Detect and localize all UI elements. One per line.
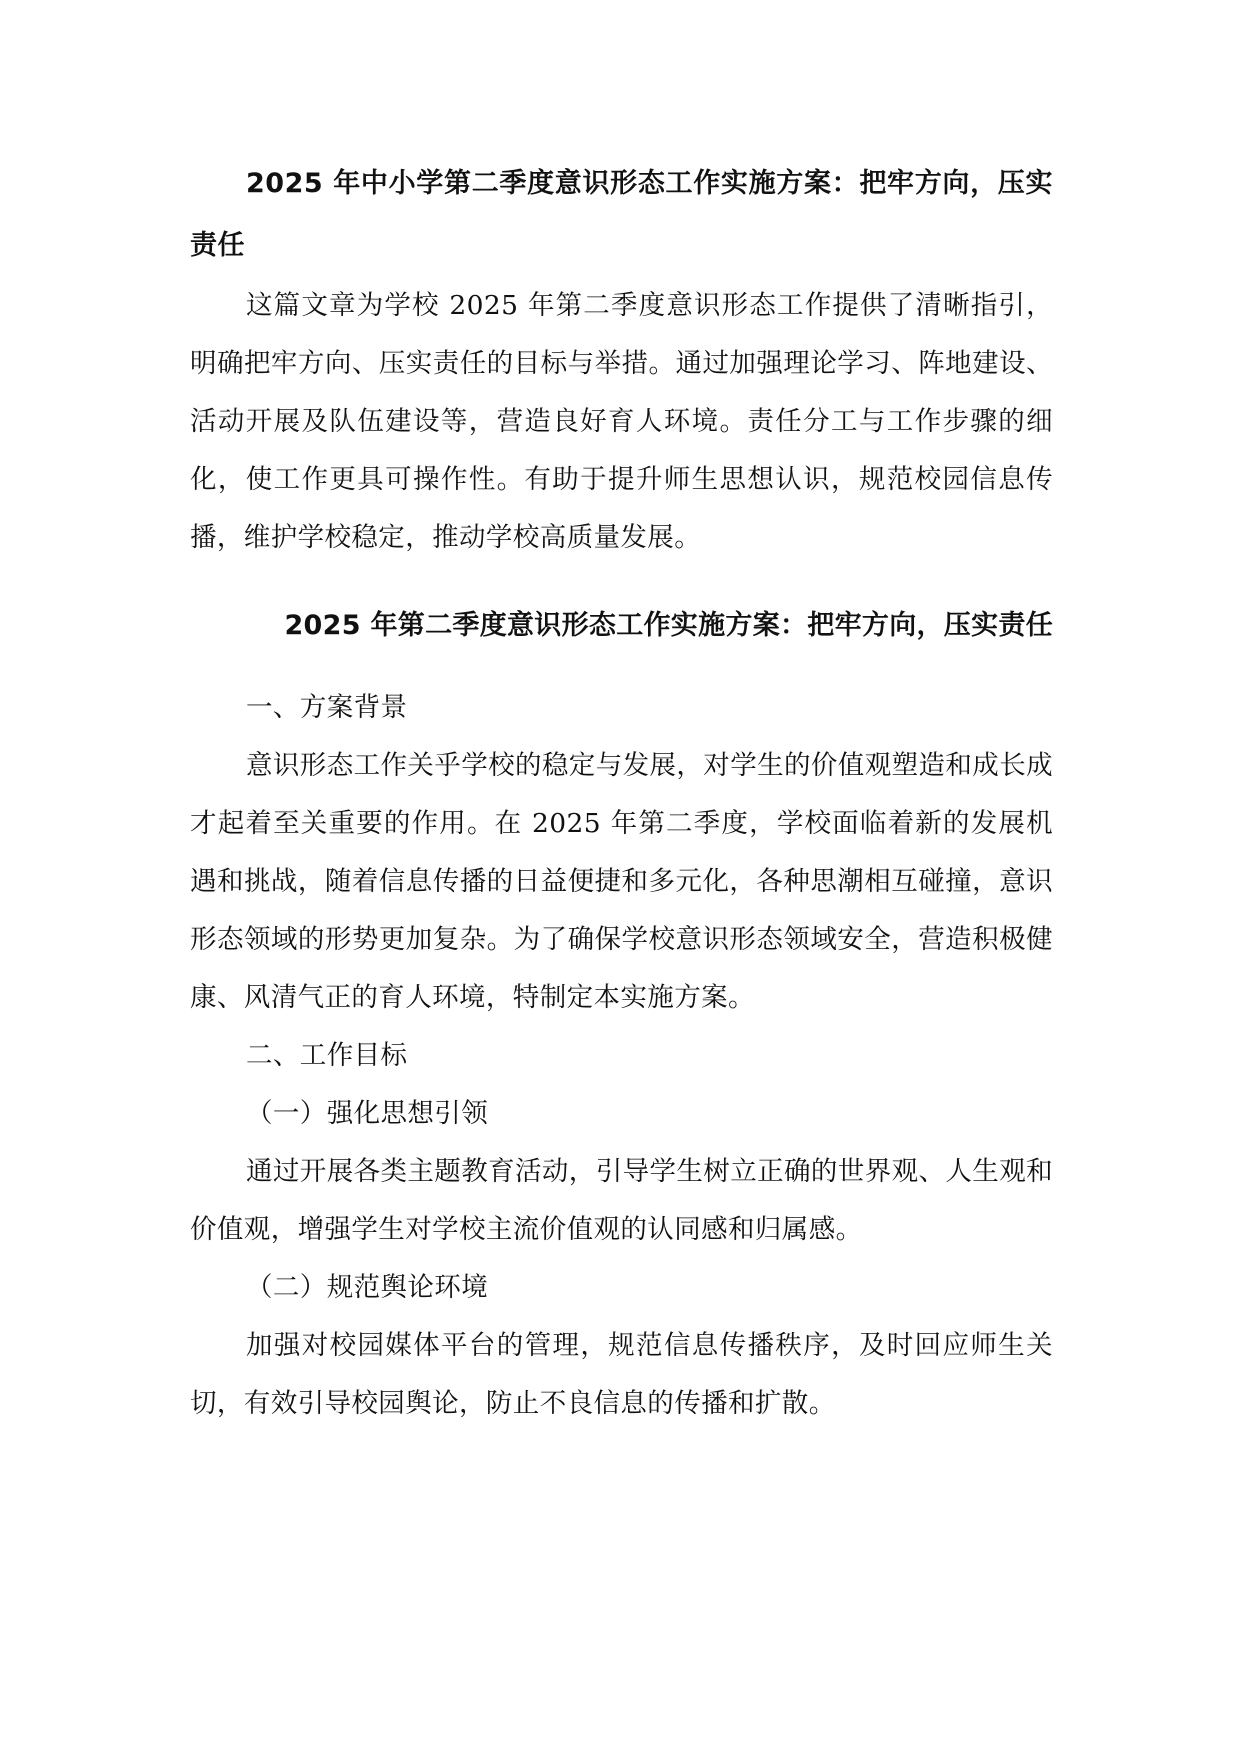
heading-goals: 二、工作目标 bbox=[246, 1040, 408, 1071]
section-title: 2025 年第二季度意识形态工作实施方案：把牢方向，压实责任 bbox=[284, 610, 1053, 641]
document-title: 2025 年中小学第二季度意识形态工作实施方案：把牢方向，压实责任 bbox=[190, 168, 1053, 261]
subheading-thought-guidance: （一）强化思想引领 bbox=[246, 1098, 489, 1129]
document-page bbox=[190, 0, 1053, 1754]
opinion-environment-paragraph: 加强对校园媒体平台的管理，规范信息传播秩序，及时回应师生关切，有效引导校园舆论，防止不良信息的传播和扩散。 bbox=[190, 1330, 1053, 1419]
subheading-opinion-environment: （二）规范舆论环境 bbox=[246, 1272, 489, 1303]
thought-guidance-paragraph: 通过开展各类主题教育活动，引导学生树立正确的世界观、人生观和价值观，增强学生对学校主流价值观的认同感和归属感。 bbox=[190, 1156, 1053, 1245]
heading-background: 一、方案背景 bbox=[246, 692, 408, 723]
intro-paragraph: 这篇文章为学校 2025 年第二季度意识形态工作提供了清晰指引，明确把牢方向、压实责任的目标与举措。通过加强理论学习、阵地建设、活动开展及队伍建设等，营造良好育人环境。责任分工与工作步骤的细化，使工作更具可操作性。有助于提升师生思想认识，规范校园信息传播，维护学校稳定，推动学校高质量发展。 bbox=[190, 290, 1053, 553]
background-paragraph: 意识形态工作关乎学校的稳定与发展，对学生的价值观塑造和成长成才起着至关重要的作用。在 2025 年第二季度，学校面临着新的发展机遇和挑战，随着信息传播的日益便捷和多元化，各种思潮相互碰撞，意识形态领域的形势更加复杂。为了确保学校意识形态领域安全，营造积极健康、风清气正的育人环境，特制定本实施方案。 bbox=[190, 750, 1053, 1013]
